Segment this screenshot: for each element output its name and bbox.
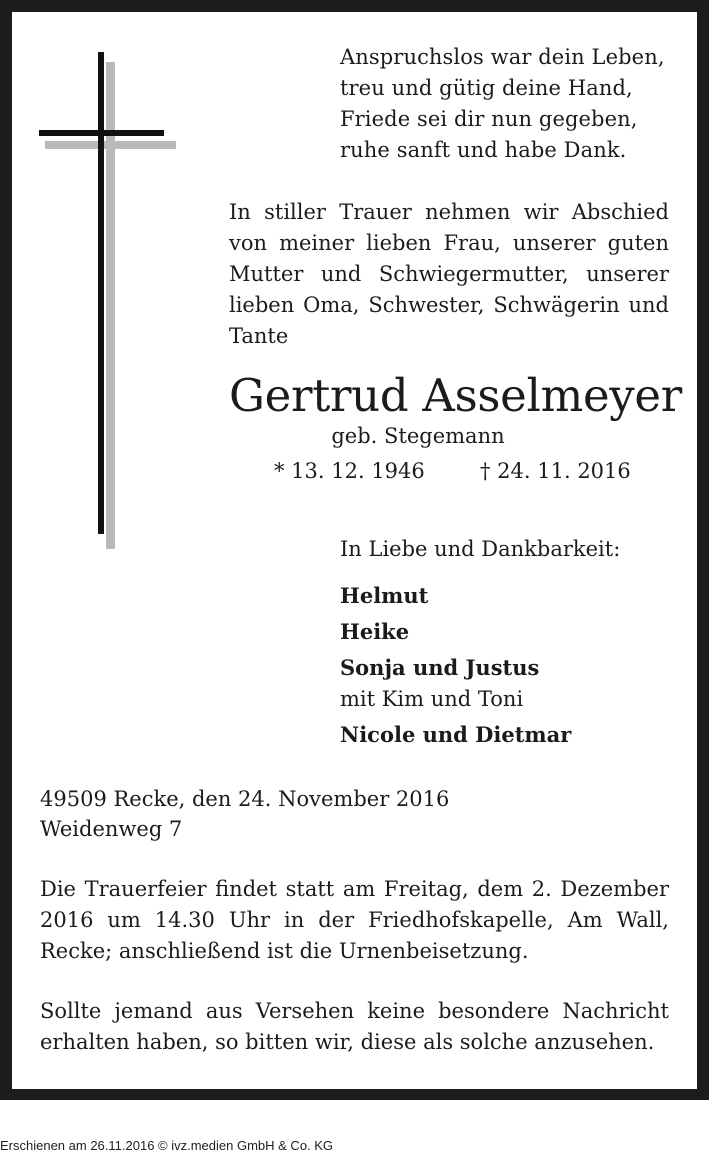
poem	[340, 42, 665, 166]
cross-shadow-horizontal	[45, 141, 176, 149]
poem-line: ruhe sanft und habe Dank.	[340, 138, 627, 162]
birth-date: * 13. 12. 1946	[274, 459, 425, 483]
cross-horizontal	[39, 130, 164, 136]
family-member: Heike	[340, 619, 410, 644]
poem-line: Anspruchslos war dein Leben,	[340, 45, 665, 69]
cross-vertical	[98, 52, 104, 534]
family-member: Helmut	[340, 583, 429, 608]
poem-line: treu und gütig deine Hand,	[340, 76, 633, 100]
street-address: Weidenweg 7	[40, 817, 183, 841]
intro-text: In stiller Trauer nehmen wir Abschied von meiner lieben Frau, unserer guten Mutter und Schwiegermutter, unserer lieben Oma, Schwester, Schwägerin und Tante	[229, 200, 669, 348]
deceased-name: Gertrud Asselmeyer	[229, 369, 682, 422]
thanks-line: In Liebe und Dankbarkeit:	[340, 537, 621, 561]
family-member: Sonja und Justus	[340, 655, 540, 680]
place-date: 49509 Recke, den 24. November 2016	[40, 787, 450, 811]
family-member: Nicole und Dietmar	[340, 722, 572, 747]
address-block	[40, 784, 449, 844]
funeral-info: Die Trauerfeier findet statt am Freitag, dem 2. Dezember 2016 um 14.30 Uhr in der Friedhofskapelle, Am Wall, Recke; anschließend ist die Urnenbeisetzung.	[40, 877, 669, 963]
poem-line: Friede sei dir nun gegeben,	[340, 107, 638, 131]
notice-text: Sollte jemand aus Versehen keine besondere Nachricht erhalten haben, so bitten wir, diese als solche anzusehen.	[40, 999, 669, 1054]
family-member-sub: mit Kim und Toni	[340, 687, 524, 711]
publication-footer: Erschienen am 26.11.2016 © ivz.medien GmbH & Co. KG	[0, 1138, 334, 1153]
maiden-name: geb. Stegemann	[331, 424, 505, 448]
death-date: † 24. 11. 2016	[480, 459, 631, 483]
